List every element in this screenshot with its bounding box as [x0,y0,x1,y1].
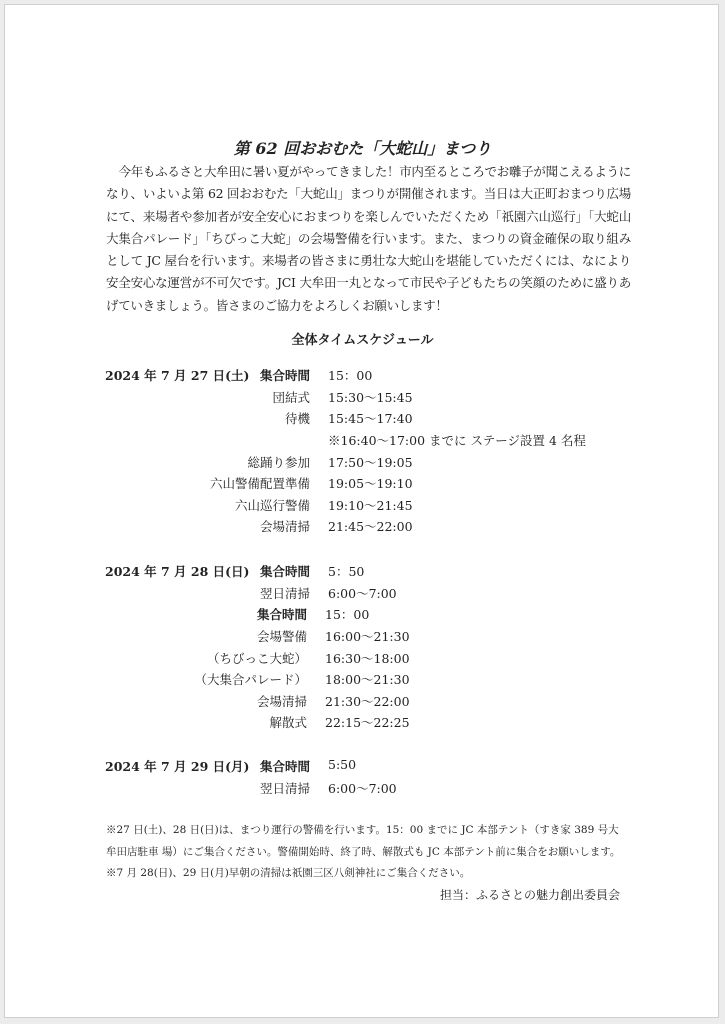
day2-row-time: 22:15～22:25 [325,715,410,730]
day2-row-time: 16:30～18:00 [325,651,410,666]
day3-date: 2024 年 7 月 29 日(月) [105,759,250,774]
day3-row-time: 6:00～7:00 [328,781,397,796]
notes-block [106,820,626,885]
day1-row-label: 総踊り参加 [247,455,310,470]
day1-row-label: 集合時間 [259,368,310,383]
day1-row-label: 六山巡行警備 [234,498,310,513]
day2-row-label: 翌日清掃 [259,586,310,601]
day2-row-time: 6:00～7:00 [328,586,397,601]
day2-row-time: 18:00～21:30 [325,672,410,687]
day3-row-label: 集合時間 [259,759,310,774]
day1-row-label: 待機 [284,411,310,426]
note-text: ※27 日(土)、28 日(日)は、まつり運行の警備を行います。15：00 までに JC 本部テント（すき家 389 号大牟田店駐車 場）にご集合ください。警備開始時、終了時、解散式も JC 本部テント前に集合をお願いします。 ※7 月 28(日)、29 日(月)早朝の清掃は祇園三区八剣神社にご集合ください。 [106,824,621,879]
day2-row-time: 21:30～22:00 [325,694,410,709]
day1-row-time: 17:50～19:05 [328,455,413,470]
day1-row-label: 会場清掃 [259,519,310,534]
day2-row-label: 解散式 [269,715,307,730]
day1-row-label: 団結式 [272,390,310,405]
day1-row-time: 19:05～19:10 [328,476,413,491]
day3-row-time: 5:50 [328,757,357,772]
day3-row-label: 翌日清掃 [259,781,310,796]
day1-row-time: 19:10～21:45 [328,498,413,513]
day2-row-time: 16:00～21:30 [325,629,410,644]
day1-stage-note: ※16:40～17:00 までに ステージ設置 4 名程 [328,433,586,448]
day2-row-time: 5：50 [328,564,365,579]
day1-date: 2024 年 7 月 27 日(土) [105,368,250,383]
day1-row-time: 15:45～17:40 [328,411,413,426]
day2-row-label: （ちびっこ大蛇） [206,651,307,666]
day2-row-label: （大集合パレード） [194,672,307,687]
document-title: 第 62 回おおむた「大蛇山」まつり [233,139,492,158]
day2-row-label: 集合時間 [256,607,307,622]
day2-row-label: 会場警備 [256,629,307,644]
day1-row-time: 15：00 [328,368,373,383]
day1-row-time: 21:45～22:00 [328,519,413,534]
day1-row-time: 15:30～15:45 [328,390,413,405]
intro-text: 今年もふるさと大牟田に暑い夏がやってきました！市内至るところでお囃子が聞こえるようになり、いよいよ第 62 回おおむた「大蛇山」まつりが開催されます。当日は大正町おまつり広場にて、来場者や参加者が安全安心におまつりを楽しんでいただくため「祇園六山巡行」「大蛇山大集合パレード」「ちびっこ大蛇」の会場警備を行います。また、まつりの資金確保の取り組みとして JC 屋台を行います。来場者の皆さまに勇壮な大蛇山を堪能していただくには、なにより安全安心な運営が不可欠です。JCI 大牟田一丸となって市民や子どもたちの笑顔のために盛りあげていきましょう。皆さまのご協力をよろしくお願いします！ [106,164,631,313]
intro-paragraph [106,161,631,317]
day2-date: 2024 年 7 月 28 日(日) [105,564,250,579]
schedule-title: 全体タイムスケジュール [291,333,434,348]
signature: 担当：ふるさとの魅力創出委員会 [439,888,620,902]
day2-row-label: 会場清掃 [256,694,307,709]
day1-row-label: 六山警備配置準備 [209,476,310,491]
day2-row-time: 15：00 [325,607,370,622]
day2-row-label: 集合時間 [259,564,310,579]
